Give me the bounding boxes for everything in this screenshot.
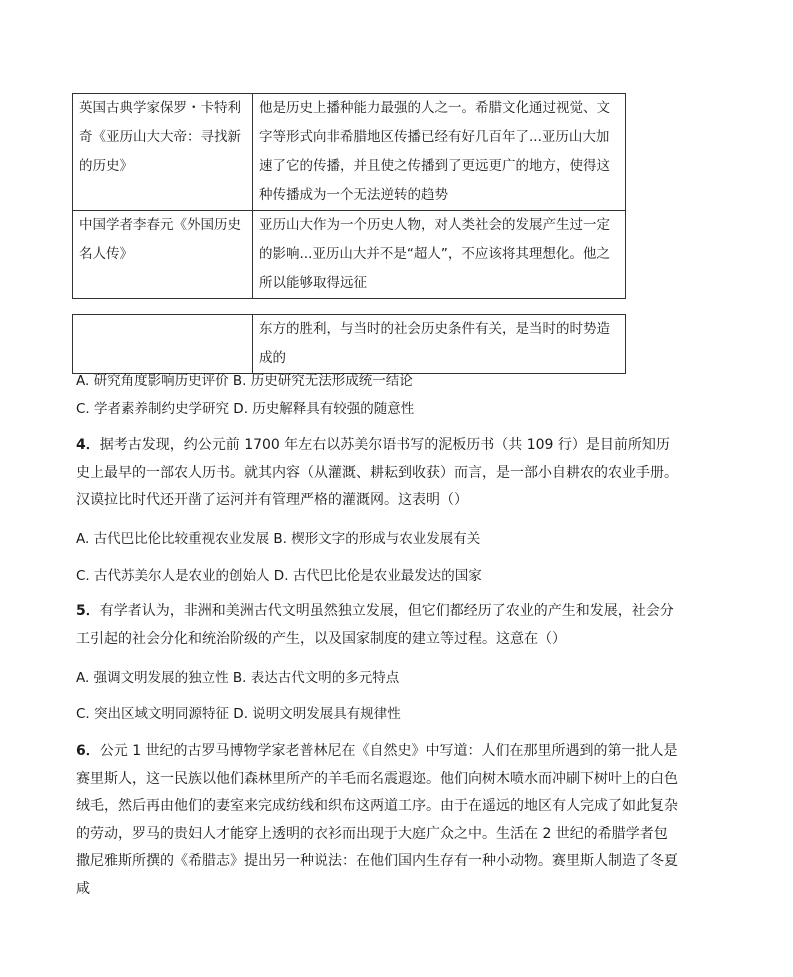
q4-option-line-1: A. 古代巴比伦比较重视农业发展 B. 楔形文字的形成与农业发展有关: [76, 531, 481, 547]
question-stem: 公元 1 世纪的古罗马博物学家老普林尼在《自然史》中写道：人们在那里所遇到的第一批人是赛里斯人，这一民族以他们森林里所产的羊毛而名震遐迩。他们向树木喷水而冲刷下树叶上的白色绒毛，然后再由他们的妻室来完成纺线和织布这两道工序。由于在遥远的地区有人完成了如此复杂的劳动，罗马的贵妇人才能穿上透明的衣衫而出现于大庭广众之中。生活在 2 世纪的希腊学者包撒尼雅斯所撰的《希腊志》提出另一种说法：在他们国内生存有一种小动物。赛里斯人制造了冬夏咸: [76, 743, 678, 897]
table-cell-author: 英国古典学家保罗・卡特利奇《亚历山大大帝：寻找新的历史》: [73, 94, 253, 211]
q4-option-line-2: C. 古代苏美尔人是农业的创始人 D. 古代巴比伦是农业最发达的国家: [76, 568, 482, 584]
quote-table-continued: [72, 314, 626, 374]
question-stem: 据考古发现，约公元前 1700 年左右以苏美尔语书写的泥板历书（共 109 行）是目前所知历史上最早的一部农人历书。就其内容（从灌溉、耕耘到收获）而言，是一部小自耕农的农业手册。汉谟拉比时代还开凿了运河并有管理严格的灌溉网。这表明（）: [76, 437, 678, 508]
question-number: 6．: [76, 743, 100, 759]
table-row: [73, 211, 626, 299]
table-cell-view: 亚历山大作为一个历史人物，对人类社会的发展产生过一定的影响...亚历山大并不是“超人”，不应该将其理想化。他之所以能够取得远征: [253, 211, 626, 299]
q5-option-line-2: C. 突出区域文明同源特征 D. 说明文明发展具有规律性: [76, 706, 401, 722]
question-number: 5．: [76, 603, 100, 619]
question-stem: 有学者认为，非洲和美洲古代文明虽然独立发展，但它们都经历了农业的产生和发展，社会分工引起的社会分化和统治阶级的产生，以及国家制度的建立等过程。这意在（）: [76, 603, 674, 647]
table-cell-view: 他是历史上播种能力最强的人之一。希腊文化通过视觉、文字等形式向非希腊地区传播已经有好几百年了...亚历山大加速了它的传播，并且使之传播到了更远更广的地方，使得这种传播成为一个无法逆转的趋势: [253, 94, 626, 211]
table-cell-author: 中国学者李春元《外国历史名人传》: [73, 211, 253, 299]
table-row: [73, 315, 626, 374]
q3-option-line-1: A. 研究角度影响历史评价 B. 历史研究无法形成统一结论: [76, 373, 413, 389]
quote-table: [72, 93, 626, 299]
table-cell-view: 东方的胜利，与当时的社会历史条件有关，是当时的时势造成的: [253, 315, 626, 374]
table-row: [73, 94, 626, 211]
question-4: [76, 432, 678, 515]
question-number: 4．: [76, 437, 100, 453]
table-cell-author: [73, 315, 253, 374]
q5-option-line-1: A. 强调文明发展的独立性 B. 表达古代文明的多元特点: [76, 670, 400, 686]
question-5: [76, 598, 678, 653]
q3-option-line-2: C. 学者素养制约史学研究 D. 历史解释具有较强的随意性: [76, 401, 415, 417]
question-6: [76, 738, 678, 903]
